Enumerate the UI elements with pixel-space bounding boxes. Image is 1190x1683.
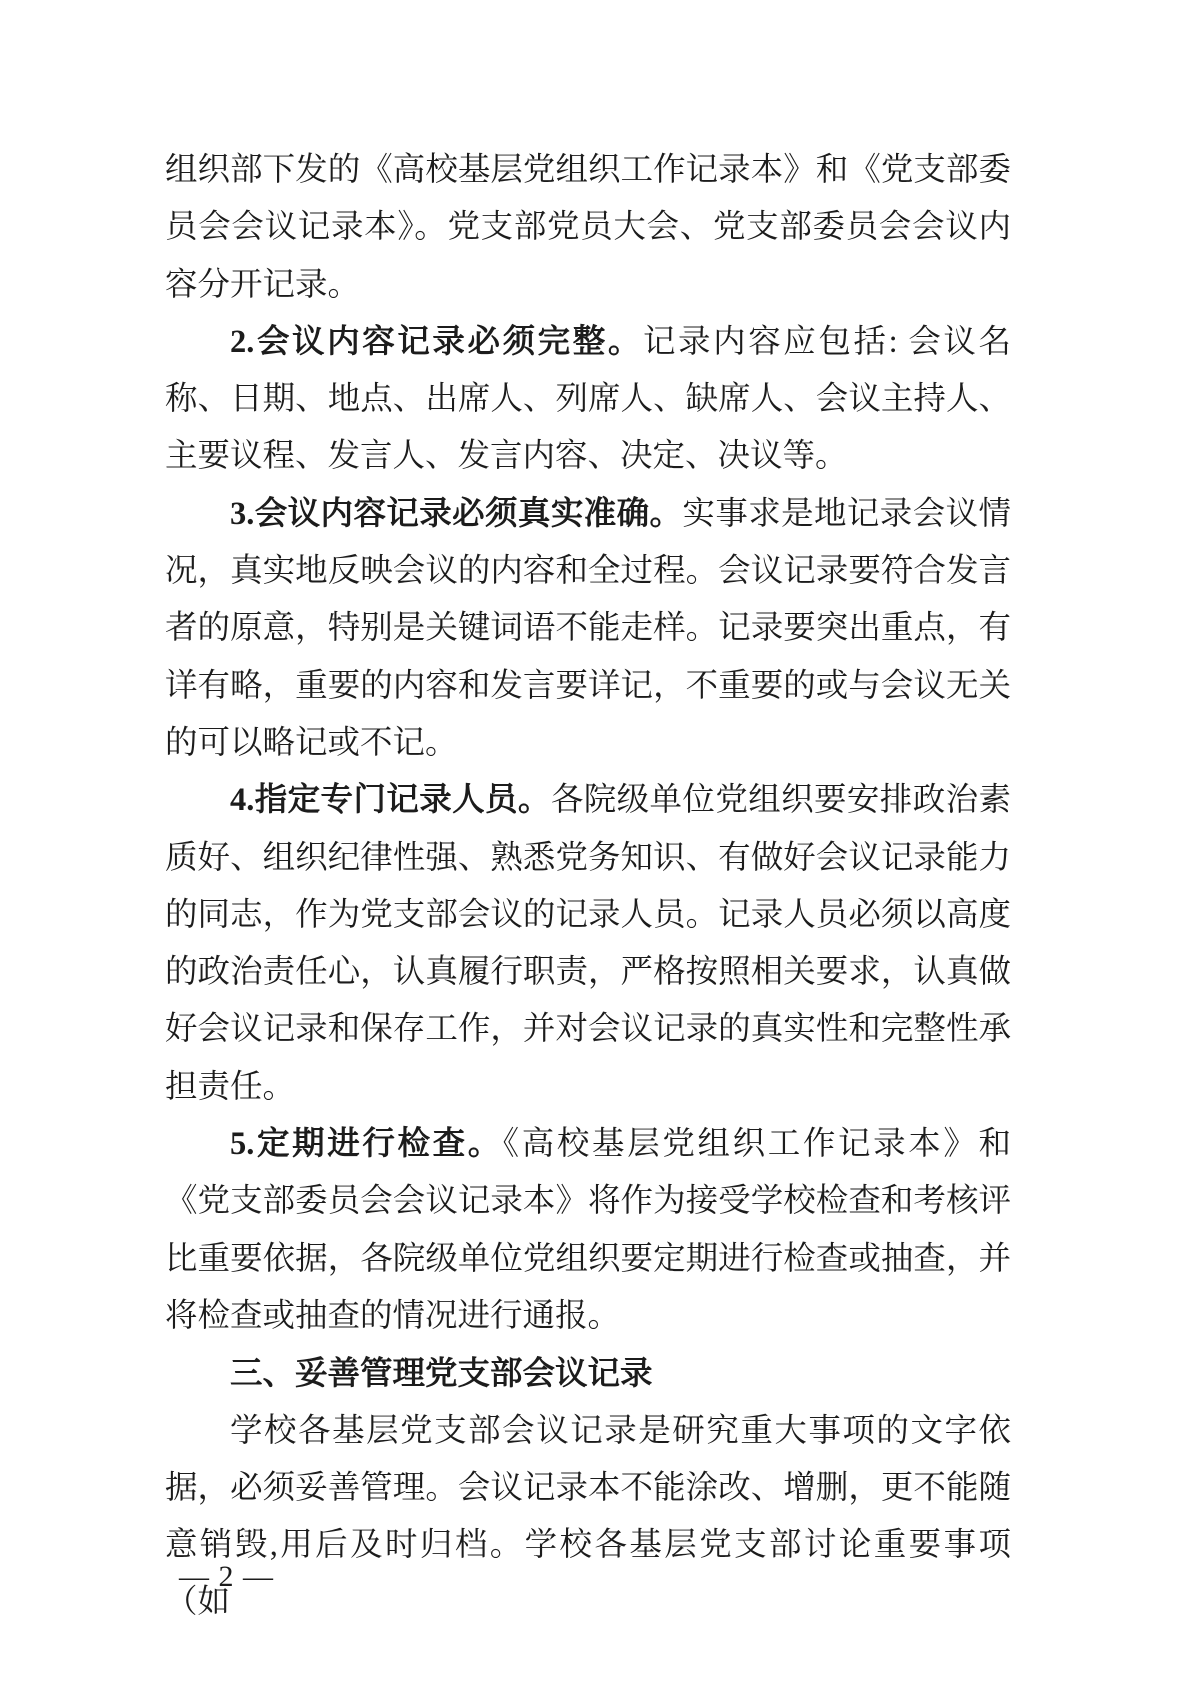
paragraph-text: 组织部下发的《高校基层党组织工作记录本》和《党支部委员会会议记录本》。党支部党员大会、党支部委员会会议内容分开记录。 <box>165 152 1011 303</box>
paragraph-lead: 5.定期进行检查。 <box>230 1126 503 1163</box>
paragraph <box>165 142 1011 314</box>
paragraph-text: 学校各基层党支部会议记录是研究重大事项的文字依据，必须妥善管理。会议记录本不能涂改、增删，更不能随意销毁,用后及时归档。学校各基层党支部讨论重要事项（如 <box>165 1412 1011 1621</box>
page-number: — 2 — <box>179 1560 274 1593</box>
paragraph <box>165 314 1011 486</box>
section-heading <box>165 1345 1011 1402</box>
paragraph-text: 三、妥善管理党支部会议记录 <box>230 1355 653 1392</box>
paragraph-lead: 4.指定专门记录人员。 <box>230 782 551 819</box>
paragraph-text: 各院级单位党组织要安排政治素质好、组织纪律性强、熟悉党务知识、有做好会议记录能力的同志，作为党支部会议的记录人员。记录人员必须以高度的政治责任心，认真履行职责，严格按照相关要求，认真做好会议记录和保存工作，并对会议记录的真实性和完整性承担责任。 <box>165 782 1011 1105</box>
paragraph-lead: 3.会议内容记录必须真实准确。 <box>230 495 683 532</box>
paragraph <box>165 486 1011 772</box>
paragraph <box>165 1116 1011 1345</box>
paragraph-text: 《高校基层党组织工作记录本》和《党支部委员会会议记录本》将作为接受学校检查和考核评比重要依据，各院级单位党组织要定期进行检查或抽查，并将检查或抽查的情况进行通报。 <box>165 1126 1011 1334</box>
document-body <box>165 142 1011 1632</box>
paragraph-text: 实事求是地记录会议情况，真实地反映会议的内容和全过程。会议记录要符合发言者的原意，特别是关键词语不能走样。记录要突出重点，有详有略，重要的内容和发言要详记，不重要的或与会议无关的可以略记或不记。 <box>165 495 1011 761</box>
paragraph-text: 记录内容应包括: 会议名称、日期、地点、出席人、列席人、缺席人、会议主持人、主要议程、发言人、发言内容、决定、决议等。 <box>165 323 1011 475</box>
paragraph <box>165 1403 1011 1632</box>
paragraph-lead: 2.会议内容记录必须完整。 <box>230 323 643 360</box>
paragraph <box>165 772 1011 1116</box>
